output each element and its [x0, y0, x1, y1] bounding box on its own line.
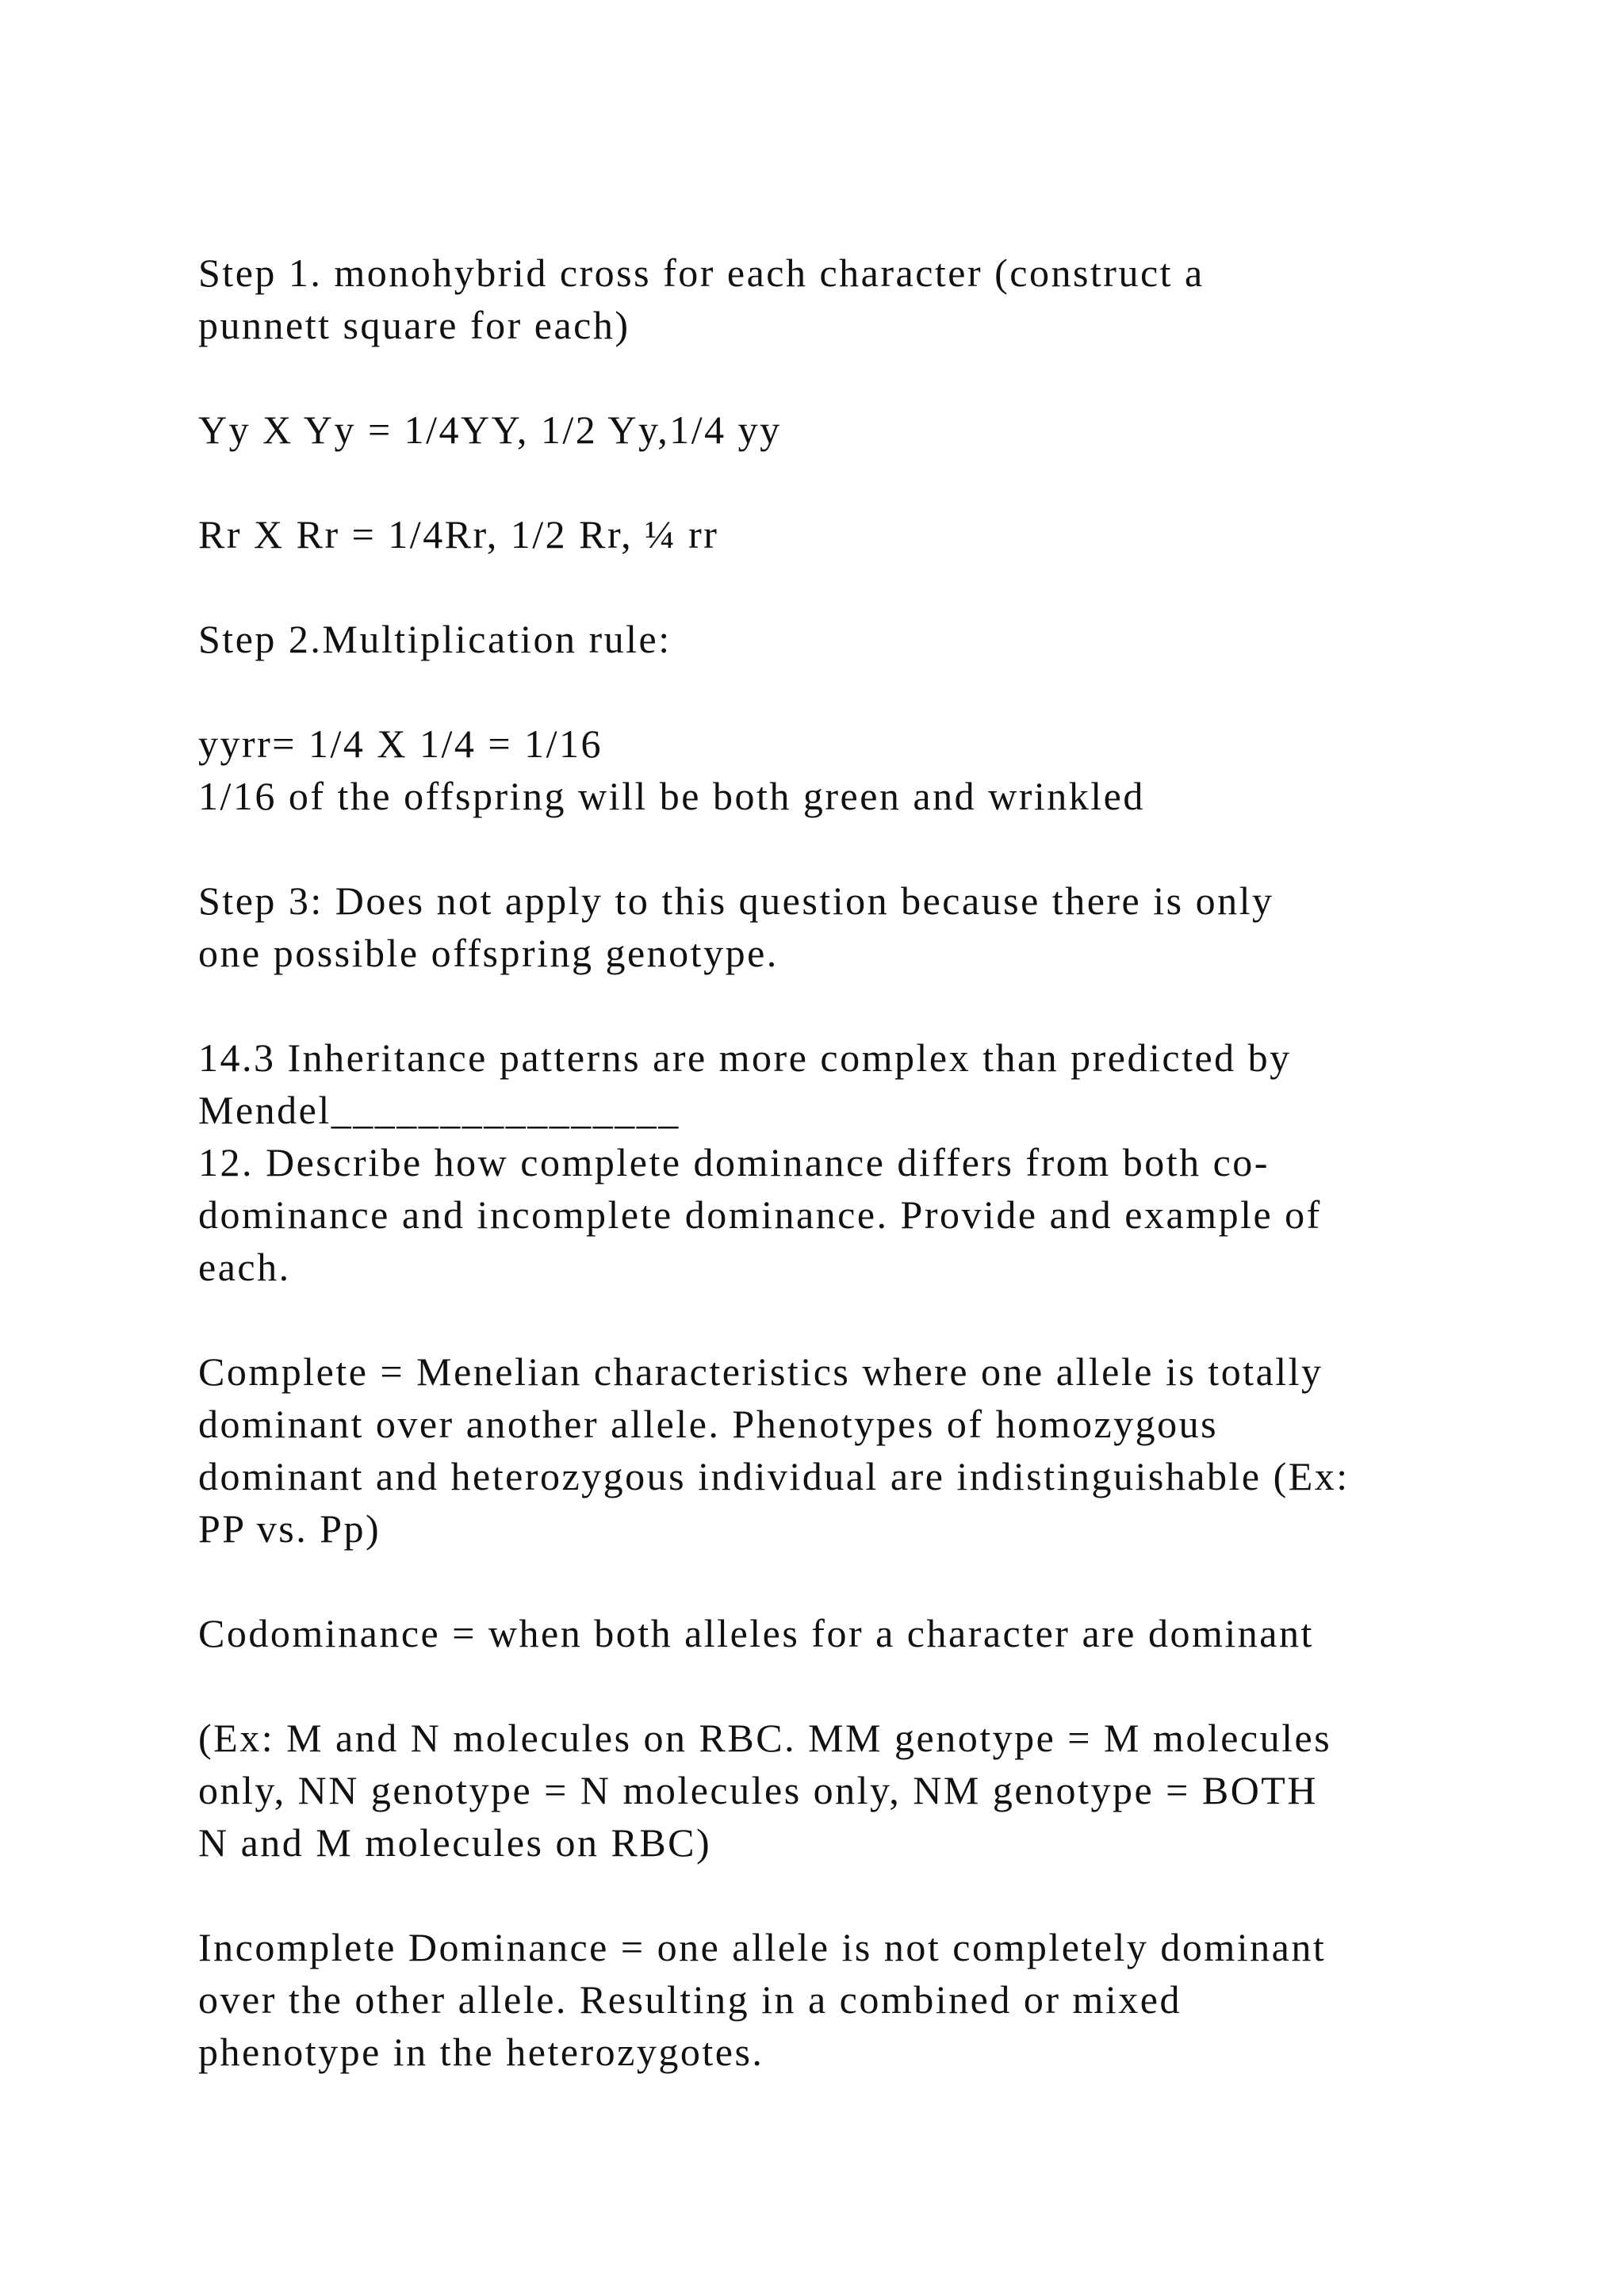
- text-line: (Ex: M and N molecules on RBC. MM genotype = M molecules: [198, 1716, 1332, 1760]
- text-line: only, NN genotype = N molecules only, NM genotype = BOTH: [198, 1768, 1318, 1812]
- text-line: dominant and heterozygous individual are indistinguishable (Ex:: [198, 1454, 1350, 1498]
- text-line: 1/16 of the offspring will be both green and wrinkled: [198, 774, 1145, 818]
- text-line: PP vs. Pp): [198, 1506, 381, 1551]
- blank-line: [198, 979, 1467, 1031]
- text-line: N and M molecules on RBC): [198, 1820, 712, 1865]
- text-line: Codominance = when both alleles for a character are dominant: [198, 1611, 1314, 1655]
- text-line: Step 3: Does not apply to this question because there is only: [198, 878, 1274, 923]
- text-line: Complete = Menelian characteristics where one allele is totally: [198, 1349, 1323, 1394]
- text-line: Incomplete Dominance = one allele is not completely dominant: [198, 1925, 1327, 1969]
- text-line: 14.3 Inheritance patterns are more complex than predicted by: [198, 1035, 1292, 1080]
- text-line: 12. Describe how complete dominance differs from both co-: [198, 1140, 1270, 1184]
- text-line: Mendel________________: [198, 1088, 680, 1132]
- text-line: Step 2.Multiplication rule:: [198, 617, 672, 661]
- blank-line: [198, 351, 1467, 404]
- text-line: punnett square for each): [198, 303, 630, 347]
- blank-line: [198, 665, 1467, 718]
- blank-line: [198, 822, 1467, 874]
- text-line: one possible offspring genotype.: [198, 931, 779, 975]
- document-body: [198, 247, 1467, 2078]
- blank-line: [198, 1293, 1467, 1345]
- text-line: yyrr= 1/4 X 1/4 = 1/16: [198, 721, 603, 766]
- blank-line: [198, 456, 1467, 508]
- blank-line: [198, 1659, 1467, 1712]
- text-line: dominance and incomplete dominance. Provide and example of: [198, 1192, 1322, 1237]
- text-line: each.: [198, 1245, 291, 1289]
- blank-line: [198, 561, 1467, 613]
- blank-line: [198, 1869, 1467, 1921]
- text-line: over the other allele. Resulting in a combined or mixed: [198, 1977, 1182, 2022]
- blank-line: [198, 1555, 1467, 1607]
- text-line: dominant over another allele. Phenotypes of homozygous: [198, 1402, 1219, 1446]
- text-line: Yy X Yy = 1/4YY, 1/2 Yy,1/4 yy: [198, 408, 782, 452]
- text-line: Rr X Rr = 1/4Rr, 1/2 Rr, ¼ rr: [198, 512, 719, 557]
- text-line: Step 1. monohybrid cross for each character (construct a: [198, 251, 1205, 295]
- text-line: phenotype in the heterozygotes.: [198, 2030, 764, 2074]
